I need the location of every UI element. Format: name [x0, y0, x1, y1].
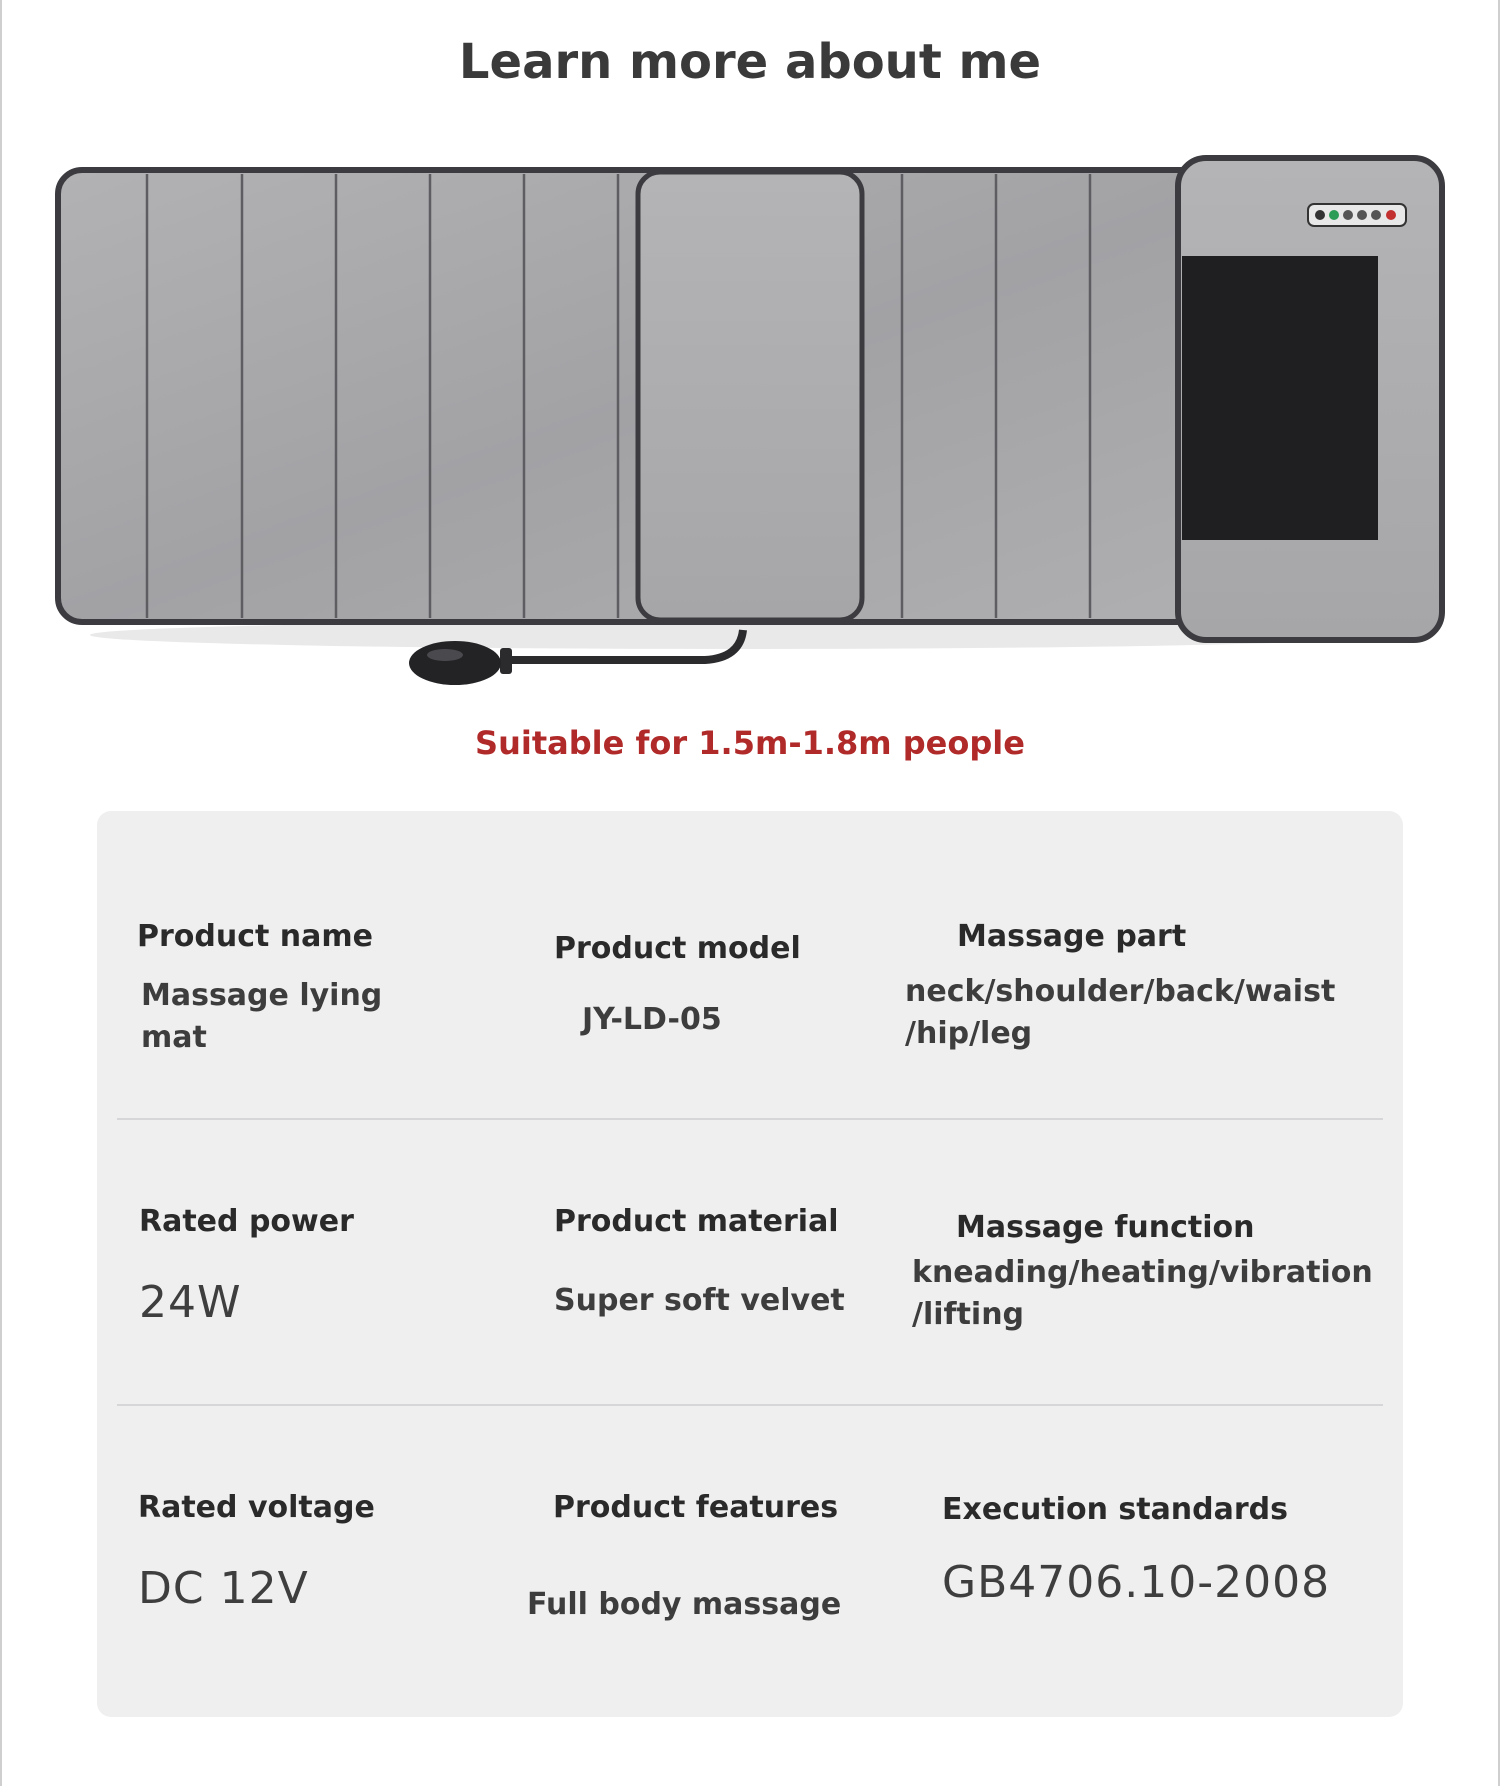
air-pump-bulb-icon: [409, 641, 501, 685]
spec-label: Product model: [554, 931, 801, 966]
spec-cell-product-name: [137, 917, 557, 1059]
spec-cell-massage-part: [905, 917, 1336, 1055]
mat-lumbar-cushion: [638, 172, 862, 620]
spec-label: Rated voltage: [138, 1490, 375, 1525]
spec-label: Product name: [137, 919, 374, 954]
spec-label: Execution standards: [942, 1492, 1289, 1527]
spec-value: Full body massage: [527, 1587, 842, 1622]
spec-row-divider: [117, 1118, 1383, 1120]
spec-row-divider: [117, 1404, 1383, 1406]
spec-value: Super soft velvet: [554, 1283, 845, 1318]
spec-cell-execution-standards: [942, 1490, 1362, 1608]
spec-cell-product-features: [527, 1488, 887, 1626]
spec-cell-rated-power: [139, 1202, 559, 1328]
suitable-height-note: Suitable for 1.5m-1.8m people: [475, 724, 1025, 762]
product-image-massage-mat: [50, 150, 1450, 690]
air-pump-valve: [500, 648, 512, 674]
spec-value: 24W: [139, 1277, 242, 1328]
mat-mesh-panel: [1182, 256, 1378, 540]
massage-mat-illustration: [50, 150, 1450, 690]
spec-label: Massage part: [957, 919, 1187, 954]
spec-value: neck/shoulder/back/waist /hip/leg: [905, 974, 1336, 1051]
air-pump-highlight: [427, 649, 463, 661]
spec-value: GB4706.10-2008: [942, 1557, 1331, 1608]
spec-label: Product features: [553, 1490, 839, 1525]
spec-value: Massage lying mat: [141, 978, 383, 1055]
spec-cell-product-material: [554, 1202, 974, 1322]
spec-cell-rated-voltage: [138, 1488, 558, 1614]
spec-value: DC 12V: [138, 1563, 309, 1614]
mat-control-panel-icon: [1308, 204, 1406, 226]
spec-value: kneading/heating/vibration /lifting: [912, 1255, 1373, 1332]
page-title: Learn more about me: [458, 34, 1042, 90]
page-frame-left: [0, 0, 2, 1786]
spec-value: JY-LD-05: [582, 1002, 722, 1037]
spec-label: Massage function: [956, 1210, 1255, 1245]
spec-cell-massage-function: [912, 1208, 1373, 1336]
spec-label: Rated power: [139, 1204, 354, 1239]
spec-table: [97, 811, 1403, 1717]
spec-label: Product material: [554, 1204, 839, 1239]
